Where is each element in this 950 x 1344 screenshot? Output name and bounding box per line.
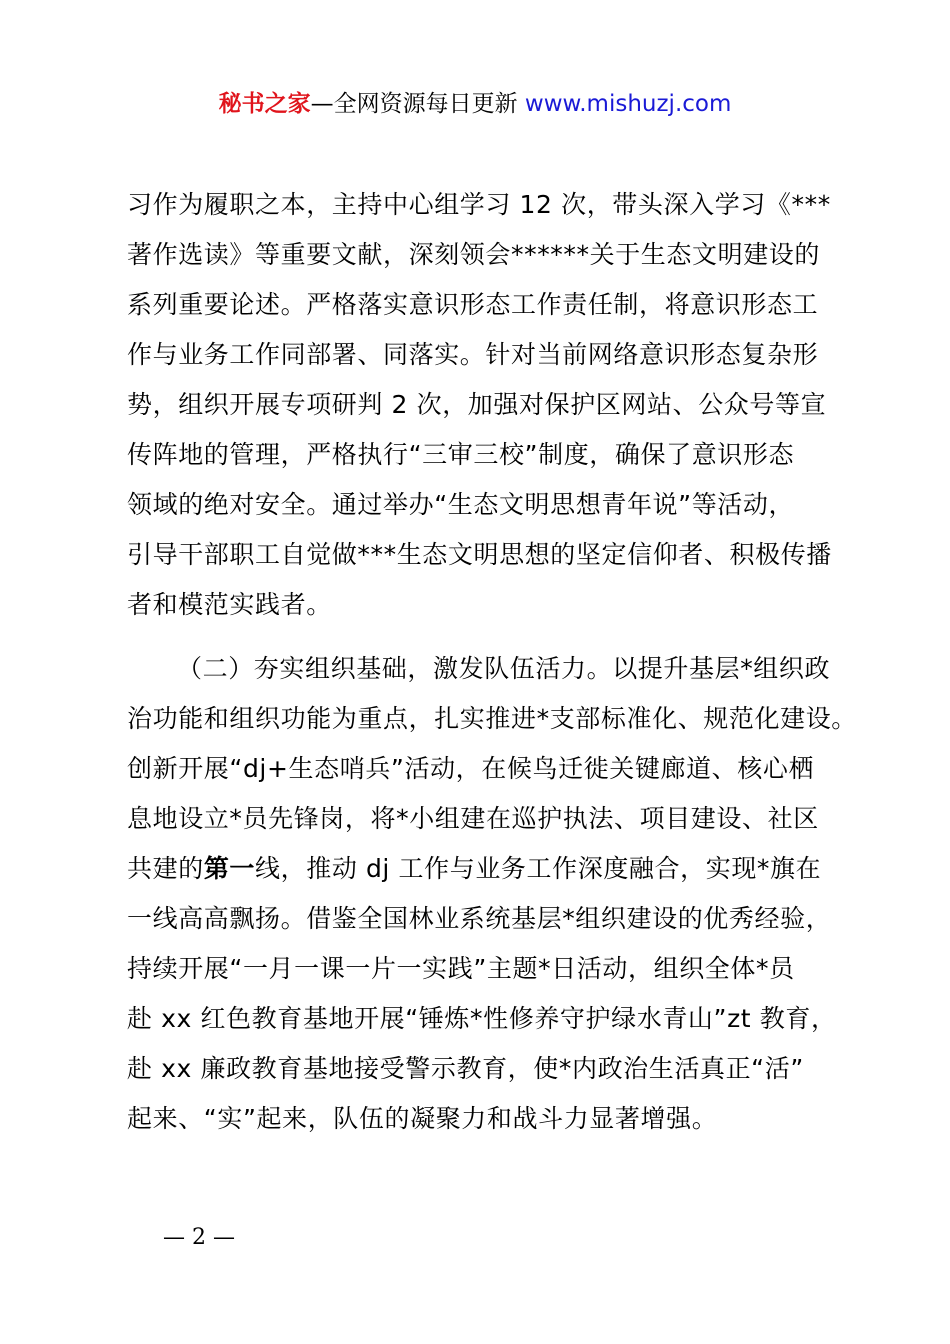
paragraph-2-line: 持续开展“一月一课一片一实践”主题*日活动，组织全体*员 — [127, 954, 795, 983]
paragraph-1 — [127, 180, 837, 630]
paragraph-1-line: 系列重要论述。严格落实意识形态工作责任制，将意识形态工 — [127, 290, 819, 319]
paragraph-2-line: （二）夯实组织基础，激发队伍活力。以提升基层*组织政 — [177, 654, 831, 683]
paragraph-spacer — [127, 630, 837, 644]
paragraph-2-line: 治功能和组织功能为重点，扎实推进*支部标准化、规范化建设。 — [127, 704, 857, 733]
bold-text: 第一 — [203, 854, 256, 883]
paragraph-1-line: 著作选读》等重要文献，深刻领会******关于生态文明建设的 — [127, 240, 821, 269]
paragraph-2-line: 一线高高飘扬。借鉴全国林业系统基层*组织建设的优秀经验， — [127, 904, 832, 933]
site-header — [0, 86, 950, 122]
paragraph-1-line: 者和模范实践者。 — [127, 590, 332, 619]
line-text-after-bold: 线，推动 dj 工作与业务工作深度融合，实现*旗在 — [255, 854, 822, 883]
paragraph-2-line: 赴 xx 廉政教育基地接受警示教育，使*内政治生活真正“活” — [127, 1054, 804, 1083]
paragraph-1-line: 传阵地的管理，严格执行“三审三校”制度，确保了意识形态 — [127, 440, 795, 469]
paragraph-1-line: 引导干部职工自觉做***生态文明思想的坚定信仰者、积极传播 — [127, 540, 832, 569]
paragraph-2-line: 起来、“实”起来，队伍的凝聚力和战斗力显著增强。 — [127, 1104, 718, 1133]
paragraph-1-line: 习作为履职之本，主持中心组学习 12 次，带头深入学习《*** — [127, 190, 831, 219]
document-body — [127, 180, 857, 1144]
line-text-before-bold: 共建的 — [127, 854, 204, 883]
paragraph-1-line: 作与业务工作同部署、同落实。针对当前网络意识形态复杂形 — [127, 340, 819, 369]
paragraph-2-line: 赴 xx 红色教育基地开展“锤炼*性修养守护绿水青山”zt 教育， — [127, 1004, 837, 1033]
paragraph-1-line: 领域的绝对安全。通过举办“生态文明思想青年说”等活动， — [127, 490, 795, 519]
paragraph-2-line: 息地设立*员先锋岗，将*小组建在巡护执法、项目建设、社区 — [127, 804, 819, 833]
brand-name: 秘书之家 — [218, 91, 311, 117]
paragraph-2-line — [127, 844, 837, 894]
header-tagline: —全网资源每日更新 — [310, 91, 525, 117]
paragraph-2-line: 创新开展“dj+生态哨兵”活动，在候鸟迁徙关键廊道、核心栖 — [127, 754, 815, 783]
page-number: — 2 — — [163, 1225, 235, 1250]
site-url-link[interactable]: www.mishuzj.com — [524, 91, 732, 117]
paragraph-2 — [127, 644, 857, 1144]
paragraph-1-line: 势，组织开展专项研判 2 次，加强对保护区网站、公众号等宣 — [127, 390, 827, 419]
